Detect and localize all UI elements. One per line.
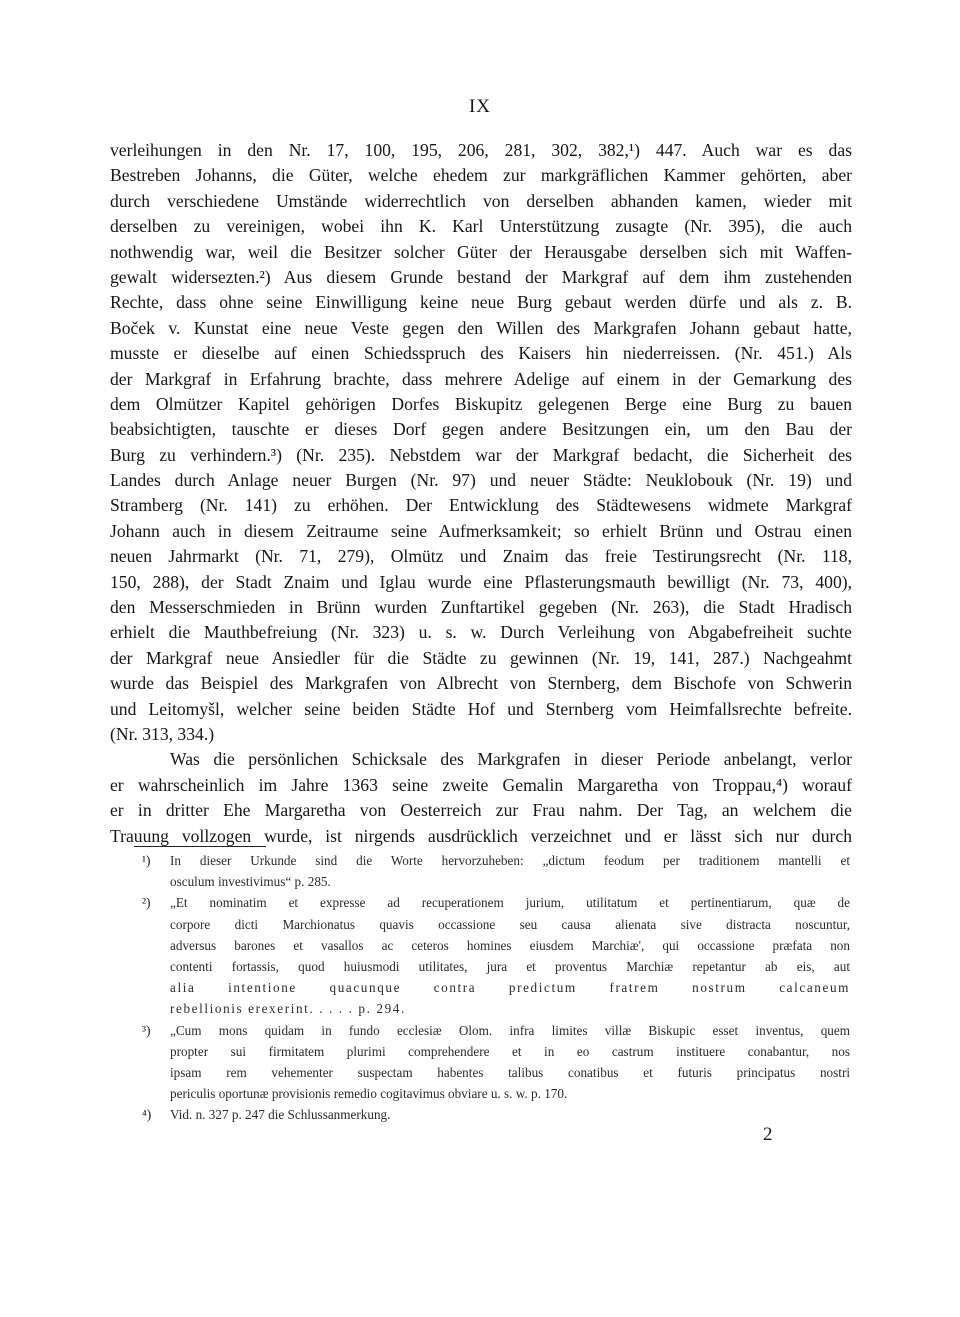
footnote-line: corpore dicti Marchionatus quavis occassione seu causa alienata sive distracta noscuntur, [170,916,850,932]
footnote-line: „Et nominatim et expresse ad recuperationem jurium, utilitatum et pertinentiarum, quæ de [170,895,850,911]
text-line: dem Olmützer Kapitel gehörigen Dorfes Biskupitz gelegenen Berge eine Burg zu bauen [110,393,852,414]
footnote-3 [142,1020,850,1105]
text-line: Stramberg (Nr. 141) zu erhöhen. Der Entwicklung des Städtewesens widmete Markgraf [110,495,852,516]
footnote-line: adversus barones et vasallos ac ceteros homines eiusdem Marchiæ', qui occassione præfata non [170,937,850,953]
text-line: und Leitomyšl, welcher seine beiden Städte Hof und Sternberg vom Heimfallsrechte befreite. [110,698,852,719]
text-line: er in dritter Ehe Margaretha von Oesterreich zur Frau nahm. Der Tag, an welchem die [110,800,852,821]
footnote-line: propter sui firmitatem plurimi comprehendere et in eo castrum instituere conabantur, nos [170,1043,850,1059]
text-line: Boček v. Kunstat eine neue Veste gegen den Willen des Markgrafen Johann gebaut hatte, [110,317,852,338]
text-line: gewalt widersezten.²) Aus diesem Grunde bestand der Markgraf auf dem ihm zustehenden [110,266,852,287]
text-line: der Markgraf in Erfahrung brachte, dass mehrere Adelige auf einem in der Gemarkung des [110,368,852,389]
footnote-line: „Cum mons quidam in fundo ecclesiæ Olom. infra limites villæ Biskupic esset inventus, quem [170,1022,850,1038]
text-line: neuen Jahrmarkt (Nr. 71, 279), Olmütz und Znaim das freie Testirungsrecht (Nr. 118, [110,546,852,567]
text-line: der Markgraf neue Ansiedler für die Städte zu gewinnen (Nr. 19, 141, 287.) Nachgeahmt [110,647,852,668]
footnote-marker: ¹) [142,853,151,868]
text-line: musste er dieselbe auf einen Schiedsspruch des Kaisers hin niederreissen. (Nr. 451.) Als [110,343,852,364]
text-line: durch verschiedene Umstände widerrechtlich von derselben abhanden kamen, wieder mit [110,190,852,211]
text-line: er wahrscheinlich im Jahre 1363 seine zweite Gemalin Margaretha von Troppau,⁴) worauf [110,774,852,795]
text-line: Was die persönlichen Schicksale des Markgrafen in dieser Periode anbelangt, verlor [170,749,852,770]
footnote-1 [142,850,850,892]
footnote-line: alia intentione quacunque contra predictum fratrem nostrum calcaneum [170,980,850,996]
main-text [110,138,852,849]
page-number-header: IX [468,96,492,117]
text-line: wurde das Beispiel des Markgrafen von Albrecht von Sternberg, dem Bischofe von Schwerin [110,673,852,694]
footnote-marker: ²) [142,895,151,911]
footnote-line: ipsam rem vehementer suspectam habentes talibus conatibus et futuris principatus nostri [170,1064,850,1080]
footnote-line: Vid. n. 327 p. 247 die Schlussanmerkung. [170,1107,391,1123]
text-line: Burg zu verhindern.³) (Nr. 235). Nebstdem war der Markgraf bedacht, die Sicherheit des [110,444,852,465]
footnote-marker: ⁴) [142,1107,152,1123]
text-line: nothwendig war, weil die Besitzer solcher Güter der Herausgabe derselben sich mit Waffen- [110,241,852,262]
text-line: 150, 288), der Stadt Znaim und Iglau wurde eine Pflasterungsmauth bewilligt (Nr. 73, 400), [110,571,852,592]
text-line: den Messerschmieden in Brünn wurden Zunftartikel gegeben (Nr. 263), die Stadt Hradisch [110,597,852,618]
text-line: Trauung vollzogen wurde, ist nirgends ausdrücklich verzeichnet und er lässt sich nur durch [110,825,852,846]
footnote-line: contenti fortassis, quod huiusmodi utilitates, jura et proventus Marchiæ repetantur ab eis, aut [170,958,850,974]
text-line: erhielt die Mauthbefreiung (Nr. 323) u. s. w. Durch Verleihung von Abgabefreiheit suchte [110,622,852,643]
footnote-separator [134,846,266,847]
paragraph-2 [110,747,852,849]
footnote-line: periculis oportunæ provisionis remedio cogitavimus obviare u. s. w. p. 170. [170,1086,568,1102]
text-line: (Nr. 313, 334.) [110,723,215,744]
footnote-2 [142,892,850,1019]
text-line: Landes durch Anlage neuer Burgen (Nr. 97) und neuer Städte: Neuklobouk (Nr. 19) und [110,470,852,491]
signature-mark: 2 [763,1124,773,1145]
footnote-line: rebellionis erexerint. . . . . p. 294. [170,1001,406,1017]
footnotes [142,850,850,1125]
footnote-line: In dieser Urkunde sind die Worte hervorzuheben: „dictum feodum per traditionem mantelli et [170,853,850,868]
footnote-marker: ³) [142,1022,151,1038]
text-line: derselben zu vereinigen, wobei ihn K. Karl Unterstützung zusagte (Nr. 395), die auch [110,216,852,237]
text-line: beabsichtigten, tauschte er dieses Dorf gegen andere Besitzungen ein, um den Bau der [110,419,852,440]
text-line: Rechte, dass ohne seine Einwilligung keine neue Burg gebaut werden dürfe und als z. B. [110,292,852,313]
text-line: verleihungen in den Nr. 17, 100, 195, 206, 281, 302, 382,¹) 447. Auch war es das [110,140,852,160]
text-line: Johann auch in diesem Zeitraume seine Aufmerksamkeit; so erhielt Brünn und Ostrau einen [110,520,852,541]
footnote-4 [142,1104,850,1125]
paragraph-1 [110,138,852,747]
text-line: Bestreben Johanns, die Güter, welche ehedem zur markgräflichen Kammer gehörten, aber [110,165,852,186]
footnote-line: osculum investivimus“ p. 285. [170,874,331,890]
